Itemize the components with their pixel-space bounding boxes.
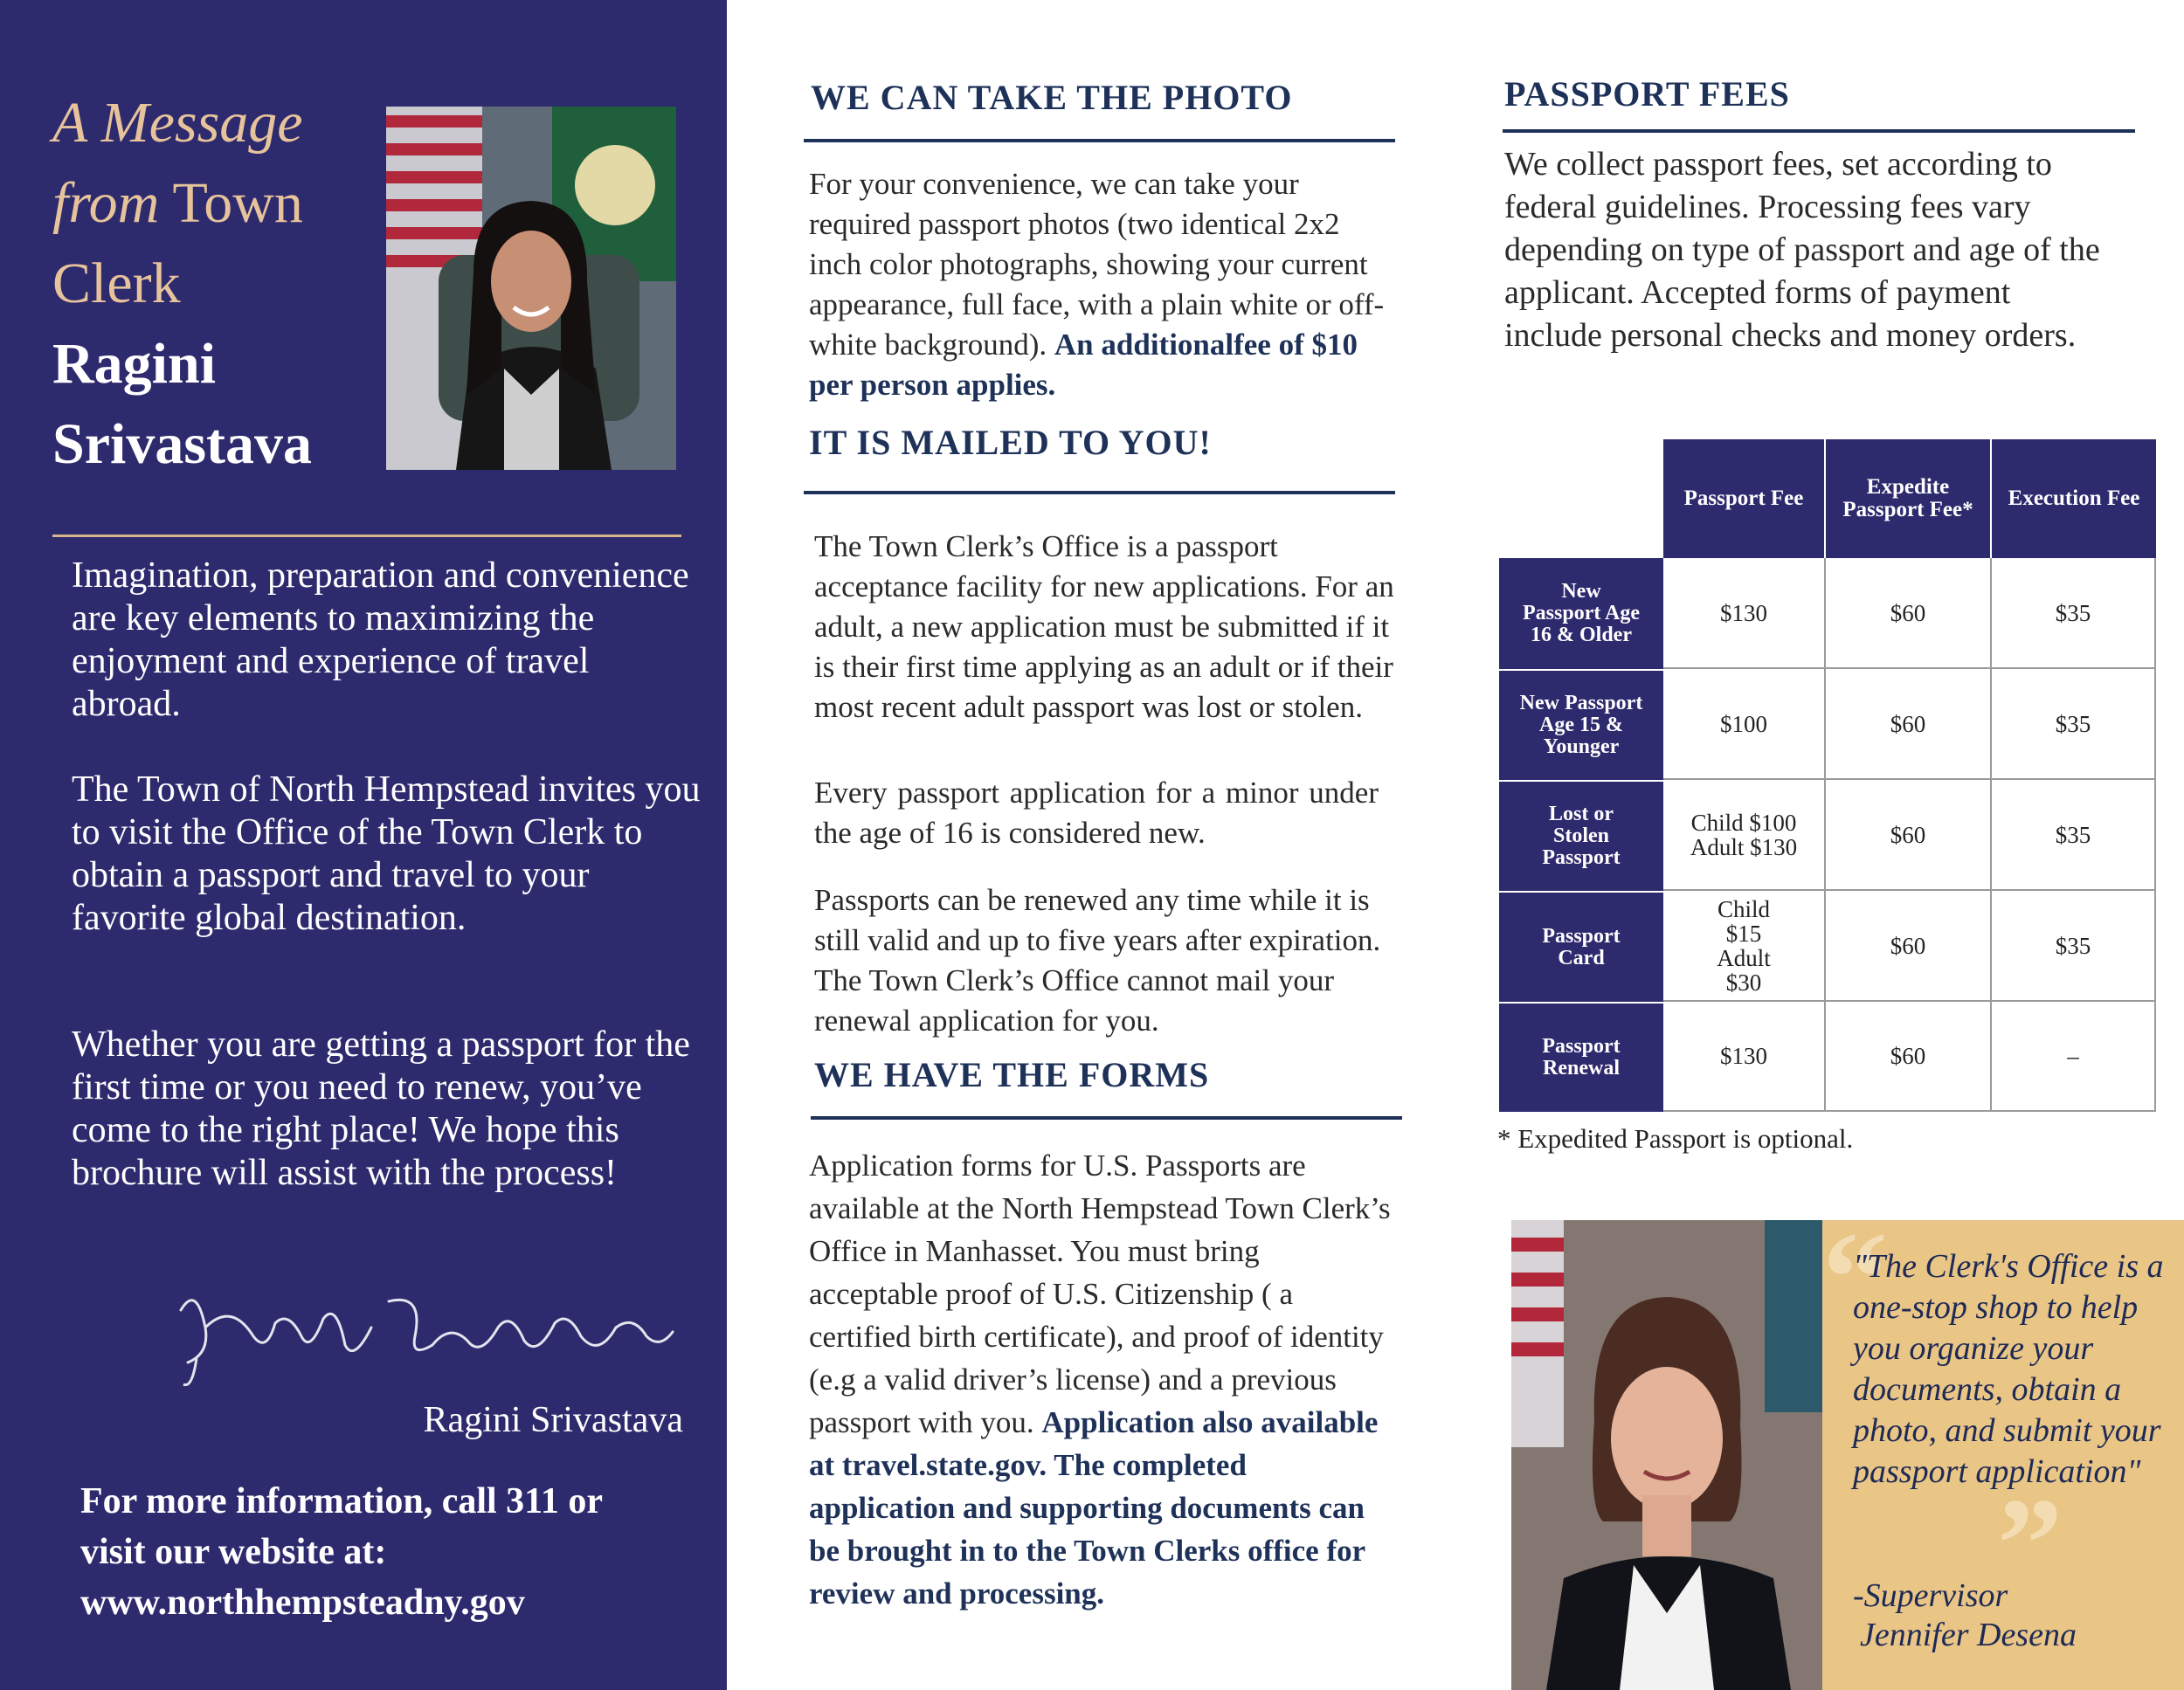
- photo-body-text: For your convenience, we can take your required passport photos (two identical 2x2 inch color photographs, showing your current appearance, full face, with a plain white or off-white background).: [809, 167, 1385, 362]
- section-divider: [52, 535, 681, 537]
- table-cell: $60: [1826, 558, 1992, 669]
- row-label-renewal: Passport Renewal: [1499, 1002, 1663, 1112]
- supervisor-portrait-photo: [1511, 1220, 1822, 1690]
- mailed-heading-rule: [804, 491, 1395, 494]
- row-label-new-minor: New Passport Age 15 & Younger: [1499, 669, 1663, 780]
- forms-highlight-text: Application also available at travel.state.gov. The completed application and supporting documents can be brought in to the Town Clerks office for review and processing.: [809, 1405, 1379, 1611]
- title-from: from: [52, 171, 160, 235]
- photo-heading: WE CAN TAKE THE PHOTO: [811, 78, 1293, 117]
- intro-paragraph-3: Whether you are getting a passport for the first time or you need to renew, you’ve come to the right place! We hope this brochure will assist with the process!: [72, 1024, 690, 1193]
- forms-heading: WE HAVE THE FORMS: [814, 1055, 1210, 1094]
- table-cell: $130: [1663, 558, 1826, 669]
- table-cell: $60: [1826, 891, 1992, 1002]
- table-cell: $35: [1992, 558, 2156, 669]
- clerk-first-name: Ragini: [52, 332, 217, 396]
- contact-line-1: For more information, call 311 or: [80, 1481, 604, 1521]
- fees-paragraph: We collect passport fees, set according to federal guidelines. Processing fees vary depending on type of passport and age of the applicant. Accepted forms of payment include personal checks and money orders.: [1504, 146, 2100, 354]
- table-cell: $60: [1826, 669, 1992, 780]
- contact-line-2: visit our website at:: [80, 1532, 387, 1572]
- table-cell: Child $100 Adult $130: [1663, 780, 1826, 891]
- title-clerk: Clerk: [52, 252, 181, 315]
- clerk-last-name: Srivastava: [52, 412, 312, 476]
- forms-body-text: Application forms for U.S. Passports are available at the North Hempstead Town Clerk’s Office in Manhasset. You must bring acceptable proof of U.S. Citizenship ( a certified birth certificate), and proof of identity (e.g a valid driver’s license) and a previous passport with you.: [809, 1149, 1391, 1439]
- clerk-signature: [170, 1275, 677, 1389]
- forms-heading-rule: [811, 1116, 1402, 1120]
- photo-heading-rule: [804, 139, 1395, 142]
- fees-heading-rule: [1503, 129, 2135, 133]
- header-execution-fee: Execution Fee: [1992, 439, 2156, 558]
- header-passport-fee: Passport Fee: [1663, 439, 1826, 558]
- clerk-portrait-photo: [386, 107, 676, 470]
- table-cell: $60: [1826, 1002, 1992, 1112]
- contact-info: [80, 1476, 709, 1628]
- passport-fee-table: [1499, 439, 2156, 1112]
- mailed-heading: IT IS MAILED TO YOU!: [809, 423, 1212, 462]
- title-town: Town: [159, 171, 303, 235]
- forms-paragraph: [809, 1144, 1394, 1615]
- table-cell: $35: [1992, 780, 2156, 891]
- table-cell: $35: [1992, 669, 2156, 780]
- fees-heading: PASSPORT FEES: [1504, 74, 1790, 114]
- header-expedite-fee: Expedite Passport Fee*: [1826, 439, 1992, 558]
- table-cell: $130: [1663, 1002, 1826, 1112]
- intro-paragraph-2: The Town of North Hempstead invites you to visit the Office of the Town Clerk to obtain a passport and travel to your favorite global destination.: [72, 769, 701, 938]
- table-cell: $100: [1663, 669, 1826, 780]
- quote-attribution: [1853, 1576, 2167, 1655]
- quote-text: "The Clerk's Office is a one-stop shop to help you organize your documents, obtain a photo, and submit your passport application": [1853, 1248, 2164, 1490]
- open-quote-mark: “: [1822, 1205, 1888, 1350]
- photo-fee-note: An additionalfee of $10 per person applies.: [809, 328, 1358, 402]
- photo-paragraph: [809, 164, 1394, 405]
- page-title: [52, 83, 367, 485]
- mailed-paragraph-2: Every passport application for a minor under the age of 16 is considered new.: [814, 776, 1379, 850]
- table-cell: $60: [1826, 780, 1992, 891]
- table-cell: –: [1992, 1002, 2156, 1112]
- mailed-paragraph-3: Passports can be renewed any time while it is still valid and up to five years after expiration. The Town Clerk’s Office cannot mail your renewal application for you.: [814, 883, 1381, 1038]
- intro-paragraph-1: Imagination, preparation and convenience are key elements to maximizing the enjoyment and experience of travel abroad.: [72, 555, 689, 724]
- row-label-passport-card: Passport Card: [1499, 891, 1663, 1002]
- signature-name: Ragini Srivastava: [423, 1400, 683, 1440]
- row-label-lost-stolen: Lost or Stolen Passport: [1499, 780, 1663, 891]
- row-label-new-adult: New Passport Age 16 & Older: [1499, 558, 1663, 669]
- quote-attribution-name: Jennifer Desena: [1860, 1617, 2077, 1653]
- close-quote-mark: ”: [1997, 1472, 2063, 1617]
- table-footnote: * Expedited Passport is optional.: [1497, 1123, 1854, 1154]
- quote-attribution-title: -Supervisor: [1853, 1577, 2008, 1614]
- supervisor-quote-box: [1822, 1205, 2184, 1690]
- clerk-message-panel: [0, 0, 727, 1690]
- table-cell: Child $15 Adult $30: [1663, 891, 1826, 1002]
- mailed-paragraph-1: The Town Clerk’s Office is a passport acceptance facility for new applications. For an adult, a new application must be submitted if it is their first time applying as an adult or if their most recent adult passport was lost or stolen.: [814, 529, 1394, 724]
- title-line-1: A Message: [52, 91, 303, 155]
- website-link[interactable]: www.northhempsteadny.gov: [80, 1583, 525, 1623]
- table-cell: $35: [1992, 891, 2156, 1002]
